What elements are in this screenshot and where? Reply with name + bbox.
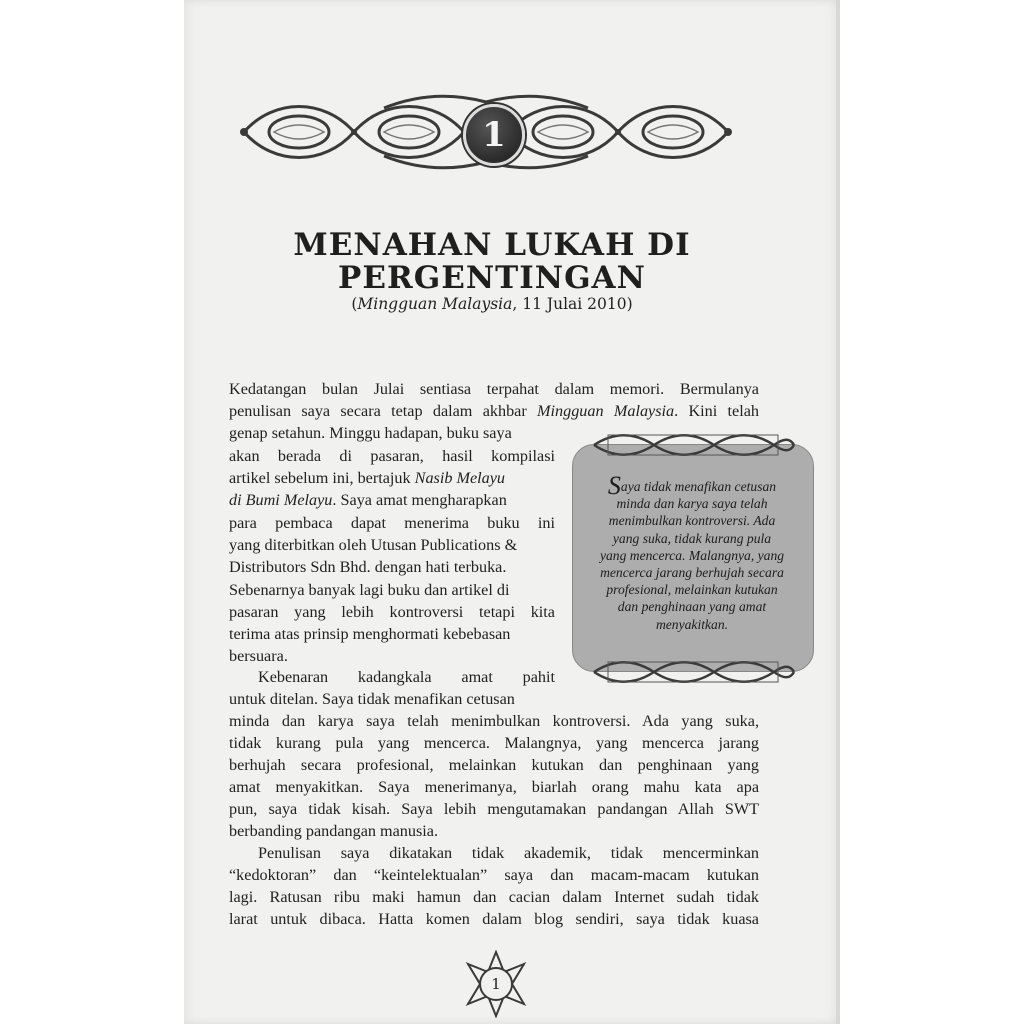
- body-line: berhujah secara profesional, melainkan kutukan dan penghinaan yang: [229, 756, 759, 774]
- body-line: Sebenarnya banyak lagi buku dan artikel di: [229, 581, 510, 599]
- body-line: di Bumi Melayu. Saya amat mengharapkan: [229, 491, 507, 509]
- body-line: artikel sebelum ini, bertajuk Nasib Melayu: [229, 469, 506, 487]
- body-line: minda dan karya saya telah menimbulkan kontroversi. Ada yang suka,: [229, 712, 759, 730]
- pull-quote-bottom-ornament: [588, 657, 798, 687]
- body-line: Distributors Sdn Bhd. dengan hati terbuka.: [229, 558, 507, 576]
- body-line: penulisan saya secara tetap dalam akhbar Mingguan Malaysia. Kini telah: [229, 402, 759, 420]
- body-line: amat menyakitkan. Saya menerimanya, biarlah orang mahu kata apa: [229, 778, 759, 796]
- body-line: tidak kurang pula yang mencerca. Malangnya, yang mencerca jarang: [229, 734, 759, 752]
- body-line: para pembaca dapat menerima buku ini: [229, 514, 555, 532]
- body-line: pun, saya tidak kisah. Saya lebih mengutamakan pandangan Allah SWT: [229, 800, 759, 818]
- pull-quote-line: dan penghinaan yang amat: [617, 599, 767, 615]
- body-line: pasaran yang lebih kontroversi tetapi kita: [229, 603, 555, 621]
- pull-quote-line: menimbulkan kontroversi. Ada: [608, 513, 776, 529]
- page-edge: [836, 0, 840, 1024]
- pull-quote-line: Saya tidak menafikan cetusan: [607, 471, 777, 500]
- body-line: larat untuk dibaca. Hatta komen dalam blog sendiri, saya tidak kuasa: [229, 910, 759, 928]
- pull-quote-line: mencerca jarang berhujah secara: [600, 565, 784, 581]
- chapter-number-badge: 1: [463, 104, 525, 166]
- pull-quote-text: [586, 471, 798, 633]
- pull-quote-line: profesional, melainkan kutukan: [606, 582, 778, 598]
- body-line: akan berada di pasaran, hasil kompilasi: [229, 447, 555, 465]
- body-line: Kedatangan bulan Julai sentiasa terpahat dalam memori. Bermulanya: [229, 380, 759, 398]
- page-number: 1: [491, 975, 501, 993]
- body-line: terima atas prinsip menghormati kebebasan: [229, 625, 511, 643]
- pull-quote-line: yang mencerca. Malangnya, yang: [599, 547, 785, 563]
- body-line: genap setahun. Minggu hadapan, buku saya: [229, 424, 512, 442]
- body-line: “kedoktoran” dan “keintelektualan” saya dan macam-macam kutukan: [229, 866, 759, 884]
- pull-quote-line: menyakitkan.: [655, 616, 729, 632]
- pull-quote-top-ornament: [588, 430, 798, 460]
- body-line: untuk ditelan. Saya tidak menafikan cetusan: [229, 690, 515, 708]
- body-line: Kebenaran kadangkala amat pahit: [258, 668, 555, 686]
- body-line: Penulisan saya dikatakan tidak akademik, tidak mencerminkan: [258, 844, 759, 862]
- source-publication: Mingguan Malaysia: [357, 295, 513, 313]
- chapter-title-line-1: MENAHAN LUKAH DI: [293, 227, 691, 263]
- pull-quote-dropcap: S: [607, 471, 621, 500]
- chapter-title-line-2: PERGENTINGAN: [338, 260, 646, 296]
- body-line: yang diterbitkan oleh Utusan Publications &: [229, 536, 518, 554]
- chapter-source: (Mingguan Malaysia, 11 Julai 2010): [351, 295, 633, 313]
- body-line: berbanding pandangan manusia.: [229, 822, 439, 840]
- pull-quote-line: yang suka, tidak kurang pula: [612, 530, 772, 546]
- pull-quote-line: minda dan karya saya telah: [616, 496, 768, 512]
- body-line: lagi. Ratusan ribu maki hamun dan cacian dalam Internet sudah tidak: [229, 888, 759, 906]
- body-line: bersuara.: [229, 647, 288, 665]
